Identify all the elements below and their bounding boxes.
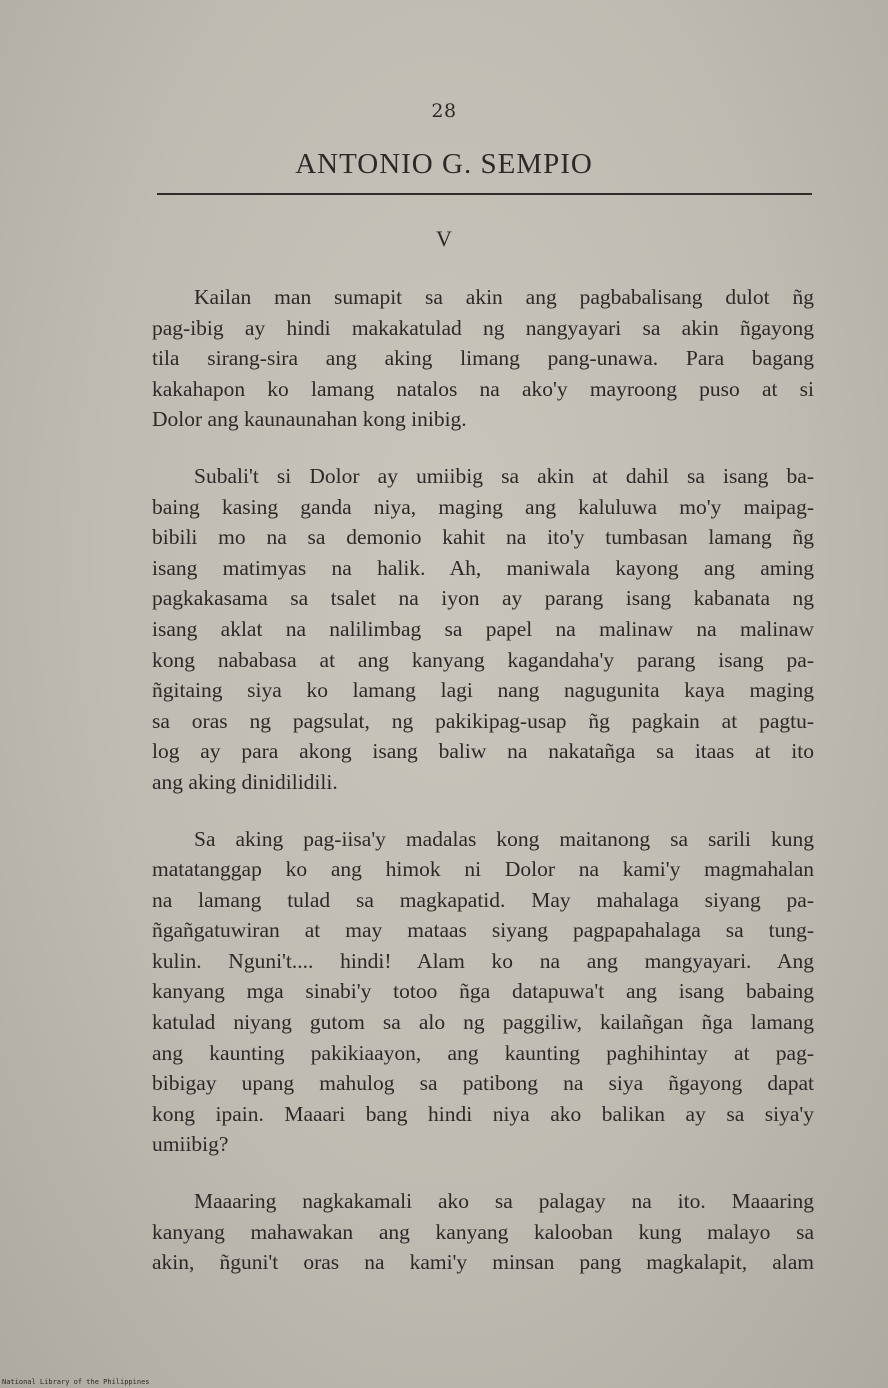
text-line: Sa aking pag-iisa'y madalas kong maitanong sa sarili kung (194, 826, 814, 851)
text-line: katulad niyang gutom sa alo ng paggiliw, kailañgan ñga lamang (152, 1010, 814, 1035)
running-head: ANTONIO G. SEMPIO (295, 148, 593, 180)
text-line: Kailan man sumapit sa akin ang pagbabalisang dulot ñg (194, 285, 814, 309)
header-rule (157, 193, 812, 195)
text-line: baing kasing ganda niya, maging ang kaluluwa mo'y maipag- (152, 494, 814, 519)
text-line: kanyang mahawakan ang kanyang kalooban kung malayo sa (152, 1219, 814, 1244)
paragraph-2 (152, 461, 814, 798)
text-line: ñgitaing siya ko lamang lagi nang nagugunita kaya maging (152, 678, 814, 703)
text-line: pagkakasama sa tsalet na iyon ay parang isang kabanata ng (152, 586, 814, 611)
text-line: bibigay upang mahulog sa patibong na siya ñgayong dapat (152, 1071, 814, 1096)
chapter-numeral: V (436, 226, 452, 251)
text-line: isang matimyas na halik. Ah, maniwala kayong ang aming (152, 555, 814, 580)
body-text (152, 282, 814, 1304)
paragraph-1 (152, 282, 814, 435)
text-line: Maaaring nagkakamali ako sa palagay na ito. Maaaring (194, 1189, 814, 1214)
paragraph-4 (152, 1186, 814, 1278)
text-line: kong nababasa at ang kanyang kagandaha'y parang isang pa- (152, 647, 814, 672)
text-line: ang kaunting pakikiaayon, ang kaunting paghihintay at pag- (152, 1040, 814, 1065)
text-line: akin, ñguni't oras na kami'y minsan pang magkalapit, alam (152, 1250, 814, 1275)
page-number: 28 (431, 100, 457, 122)
library-credit: National Library of the Philippines (2, 1378, 150, 1386)
text-line: Subali't si Dolor ay umiibig sa akin at dahil sa isang ba- (194, 463, 814, 488)
text-line: matatanggap ko ang himok ni Dolor na kami'y magmahalan (152, 857, 814, 882)
text-line: umiibig? (152, 1132, 229, 1157)
text-line: kakahapon ko lamang natalos na ako'y mayroong puso at si (152, 376, 814, 401)
text-line: isang aklat na nalilimbag sa papel na malinaw na malinaw (152, 616, 814, 641)
text-line: Dolor ang kaunaunahan kong inibig. (152, 407, 467, 432)
text-line: ñgañgatuwiran at may mataas siyang pagpapahalaga sa tung- (152, 918, 814, 943)
text-line: kong ipain. Maaari bang hindi niya ako balikan ay sa siya'y (152, 1101, 814, 1126)
text-line: tila sirang-sira ang aking limang pang-unawa. Para bagang (152, 346, 814, 371)
text-line: pag-ibig ay hindi makakatulad ng nangyayari sa akin ñgayong (152, 315, 814, 340)
text-line: bibili mo na sa demonio kahit na ito'y tumbasan lamang ñg (152, 525, 814, 550)
text-line: ang aking dinidilidili. (152, 769, 338, 794)
text-line: sa oras ng pagsulat, ng pakikipag-usap ñg pagkain at pagtu- (152, 708, 814, 733)
text-line: kanyang mga sinabi'y totoo ñga datapuwa't ang isang babaing (152, 979, 814, 1004)
text-line: log ay para akong isang baliw na nakatañga sa itaas at ito (152, 739, 814, 764)
text-line: na lamang tulad sa magkapatid. May mahalaga siyang pa- (152, 887, 814, 912)
text-line: kulin. Nguni't.... hindi! Alam ko na ang mangyayari. Ang (152, 948, 814, 973)
paragraph-3 (152, 824, 814, 1161)
